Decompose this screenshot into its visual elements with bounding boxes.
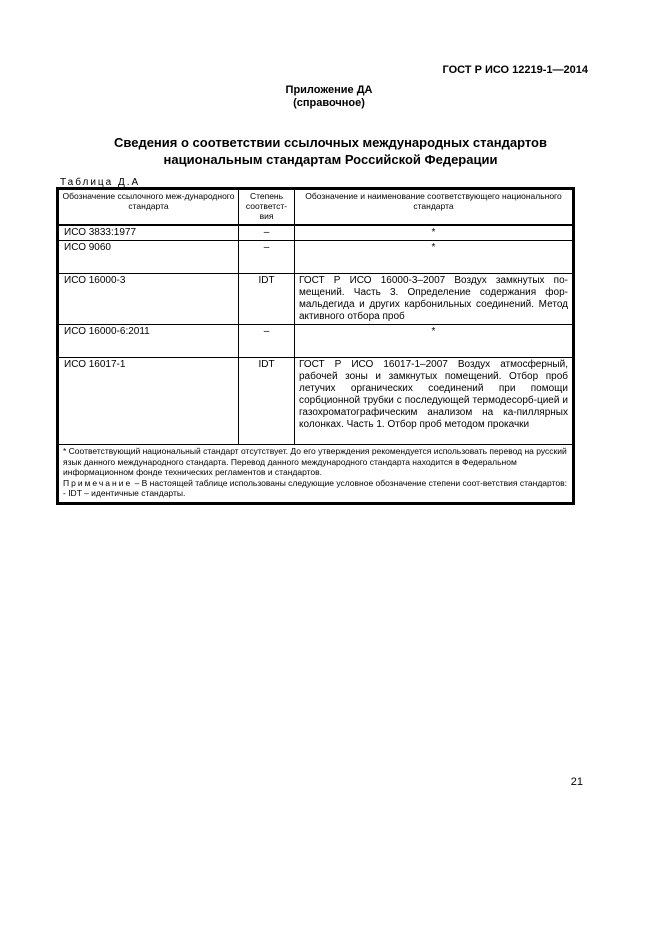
table-footer-row (59, 445, 573, 503)
degree-cell: – (239, 325, 295, 358)
national-standard-cell: * (295, 225, 573, 241)
table-row (59, 225, 573, 241)
table-footer (59, 445, 573, 503)
appendix-note: (справочное) (293, 97, 365, 109)
international-standard-cell: ИСО 16000-6:2011 (59, 325, 239, 358)
national-standard-cell: * (295, 325, 573, 358)
degree-cell: – (239, 225, 295, 241)
international-standard-cell: ИСО 16017-1 (59, 358, 239, 445)
table-row (59, 358, 573, 445)
note-text: – В настоящей таблице использованы следующие условное обозначение степени соот-ветствия стандартов: (132, 477, 567, 488)
appendix-heading (0, 84, 661, 110)
national-standard-cell: ГОСТ Р ИСО 16017-1–2007 Воздух атмосферный, рабочей зоны и замкнутых помещений. Отбор проб летучих органических соединений при помощи сорбционной трубки с последующей термодесорб-цией и газохроматографическим анализом на ка-пиллярных колонках. Часть 1. Отбор проб методом прокачки (295, 358, 573, 445)
international-standard-cell: ИСО 16000-3 (59, 274, 239, 325)
page-number: 21 (570, 776, 583, 788)
document-title (40, 134, 621, 168)
note-label: Примечание (63, 477, 133, 488)
document-title-line: национальным стандартам Российской Федерации (163, 152, 498, 167)
table-row (59, 241, 573, 274)
column-header-international: Обозначение ссылочного меж-дународного стандарта (59, 190, 239, 226)
correspondence-table (56, 187, 575, 505)
degree-cell: IDT (239, 274, 295, 325)
footnote: * Соответствующий национальный стандарт отсутствует. До его утверждения рекомендуется использовать перевод на русский язык данного международного стандарта. Перевод данного международного стандарта находится в Федеральном информационном фонде технических регламентов и стандартов. (63, 446, 567, 477)
table-row (59, 274, 573, 325)
column-header-national: Обозначение и наименование соответствующего национального стандарта (295, 190, 573, 226)
national-standard-cell: ГОСТ Р ИСО 16000-3–2007 Воздух замкнутых по-мещений. Часть 3. Определение содержания фор-мальдегида и других карбонильных соединений. Метод активного отбора проб (295, 274, 573, 325)
table-label: Таблица Д.А (60, 177, 141, 188)
table-row (59, 325, 573, 358)
degree-cell: – (239, 241, 295, 274)
note-item: - IDT – идентичные стандарты. (63, 488, 186, 498)
column-header-degree: Степень соответст-вия (239, 190, 295, 226)
document-id: ГОСТ Р ИСО 12219-1—2014 (442, 64, 588, 76)
note (63, 478, 568, 489)
appendix-title: Приложение ДА (285, 84, 373, 96)
national-standard-cell: * (295, 241, 573, 274)
international-standard-cell: ИСО 3833:1977 (59, 225, 239, 241)
degree-cell: IDT (239, 358, 295, 445)
table-header-row (59, 190, 573, 226)
document-title-line: Сведения о соответствии ссылочных международных стандартов (114, 135, 547, 150)
international-standard-cell: ИСО 9060 (59, 241, 239, 274)
